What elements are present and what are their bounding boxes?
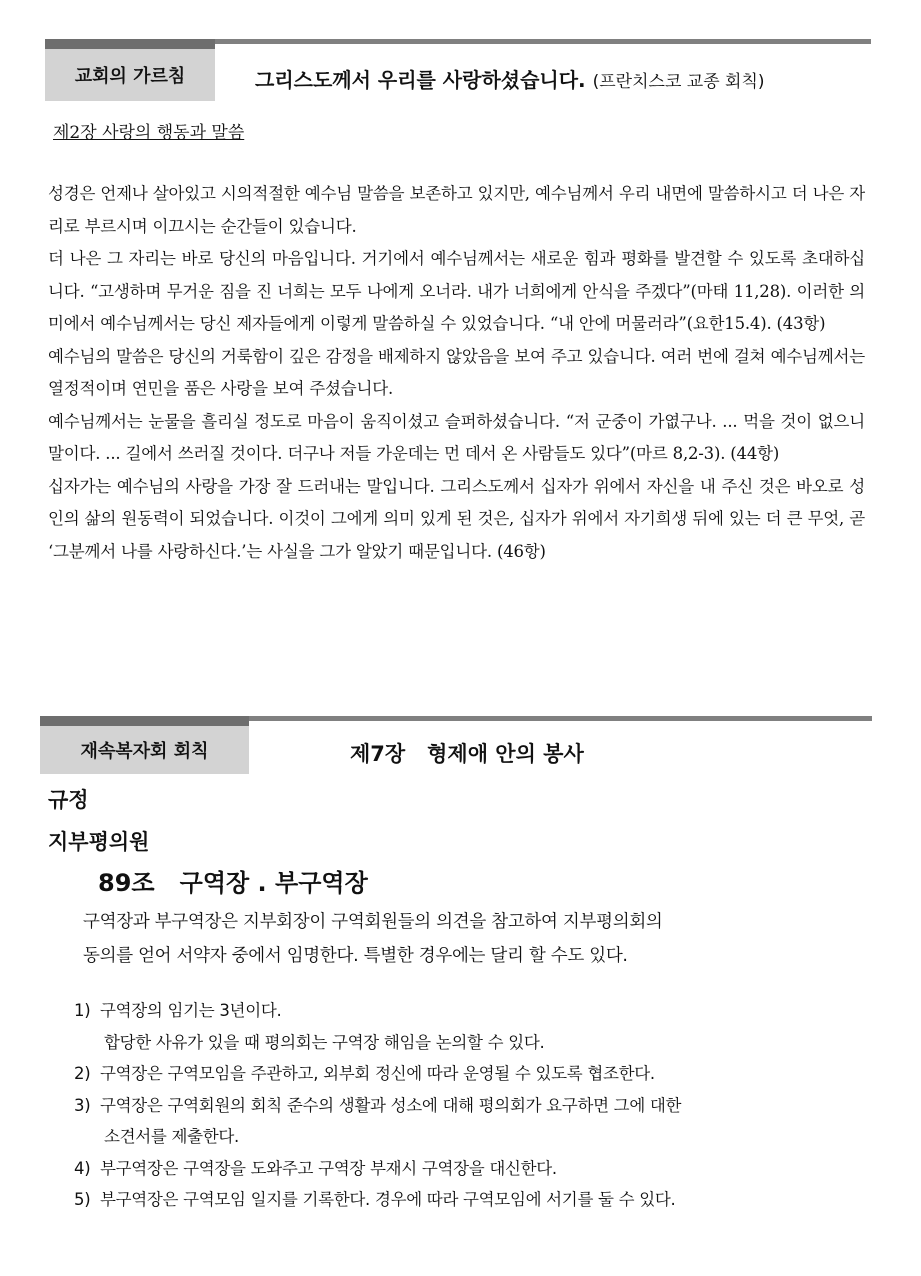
rule-text — [100, 995, 814, 1058]
section1-tab-rule — [45, 39, 215, 49]
section2-heading-rules: 규정 — [48, 788, 89, 812]
rule-number: 5) — [74, 1190, 91, 1209]
rule-line: 부구역장은 구역장을 도와주고 구역장 부재시 구역장을 대신한다. — [100, 1158, 557, 1178]
section2-tab-rule — [40, 716, 249, 726]
section1-body — [48, 178, 865, 568]
section1-tag: 교회의 가르침 — [45, 49, 215, 101]
rule-line: 구역장은 구역회원의 회칙 준수의 생활과 성소에 대해 평의회가 요구하면 그에 대한 — [100, 1095, 682, 1115]
rule-text — [100, 1184, 814, 1216]
rule-number: 2) — [74, 1064, 91, 1083]
paragraph: 예수님께서는 눈물을 흘리실 정도로 마음이 움직이셨고 슬퍼하셨습니다. “저 군중이 가엾구나. ... 먹을 것이 없으니 말이다. ... 길에서 쓰러질 것이다. 더구나 저들 가운데는 먼 데서 온 사람들도 있다”(마르 8,2-3). (44항) — [48, 411, 865, 463]
paragraph: 더 나은 그 자리는 바로 당신의 마음입니다. 거기에서 예수님께서는 새로운 힘과 평화를 발견할 수 있도록 초대하십니다. “고생하며 무거운 짐을 진 너희는 모두 나에게 오너라. 내가 너희에게 안식을 주겠다”(마태 11,28). 이러한 의미에서 예수님께서는 당신 제자들에게 이렇게 말씀하실 수 있었습니다. “내 안에 머물러라”(요한15.4). (43항) — [48, 249, 865, 333]
paragraph: 십자가는 예수님의 사랑을 가장 잘 드러내는 말입니다. 그리스도께서 십자가 위에서 자신을 내 주신 것은 바오로 성인의 삶의 원동력이 되었습니다. 이것이 그에게 의미 있게 된 것은, 십자가 위에서 자기희생 뒤에 있는 더 큰 무엇, 곧 ‘그분께서 나를 사랑하신다.’는 사실을 그가 알았기 때문입니다. (46항) — [48, 476, 865, 561]
rule-item — [74, 995, 814, 1058]
rule-number: 1) — [74, 1001, 91, 1020]
rule-text — [100, 1153, 814, 1185]
rule-number: 3) — [74, 1095, 91, 1115]
rule-line: 부구역장은 구역모임 일지를 기록한다. 경우에 따라 구역모임에 서기를 둘 수 있다. — [100, 1190, 676, 1209]
rule-text — [100, 1058, 814, 1090]
article-line: 구역장과 부구역장은 지부회장이 구역회원들의 의견을 참고하여 지부평의회의 — [83, 912, 663, 932]
rule-item — [74, 1153, 814, 1185]
section2-heading-council: 지부평의원 — [48, 830, 150, 854]
article-title: 89조 구역장 . 부구역장 — [98, 869, 368, 897]
section1-chapter: 제2장 사랑의 행동과 말씀 — [53, 123, 245, 143]
section1-title-text: 그리스도께서 우리를 사랑하셨습니다. — [255, 68, 586, 92]
paragraph: 예수님의 말씀은 당신의 거룩함이 깊은 감정을 배제하지 않았음을 보여 주고 있습니다. 여러 번에 걸쳐 예수님께서는 열정적이며 연민을 품은 사랑을 보여 주셨습니다. — [48, 346, 865, 398]
rule-item — [74, 1090, 814, 1153]
section2-tag: 재속복자회 회칙 — [40, 726, 249, 774]
rule-line: 합당한 사유가 있을 때 평의회는 구역장 해임을 논의할 수 있다. — [104, 1032, 545, 1052]
rule-number: 4) — [74, 1158, 91, 1178]
article-body — [78, 905, 798, 973]
rule-line: 구역장은 구역모임을 주관하고, 외부회 정신에 따라 운영될 수 있도록 협조한다. — [100, 1064, 655, 1083]
section1-title-source: (프란치스코 교종 회칙) — [592, 72, 765, 92]
rule-list — [74, 995, 814, 1216]
rule-text — [100, 1090, 814, 1153]
section2-title: 제7장 형제애 안의 봉사 — [350, 742, 584, 766]
rule-item — [74, 1058, 814, 1090]
rule-line: 소견서를 제출한다. — [104, 1127, 240, 1146]
section1-title — [255, 64, 765, 93]
article-line: 동의를 얻어 서약자 중에서 임명한다. 특별한 경우에는 달리 할 수도 있다. — [83, 946, 628, 966]
paragraph: 성경은 언제나 살아있고 시의적절한 예수님 말씀을 보존하고 있지만, 예수님께서 우리 내면에 말씀하시고 더 나은 자리로 부르시며 이끄시는 순간들이 있습니다. — [48, 184, 865, 236]
rule-line: 구역장의 임기는 3년이다. — [100, 1001, 282, 1020]
rule-item — [74, 1184, 814, 1216]
